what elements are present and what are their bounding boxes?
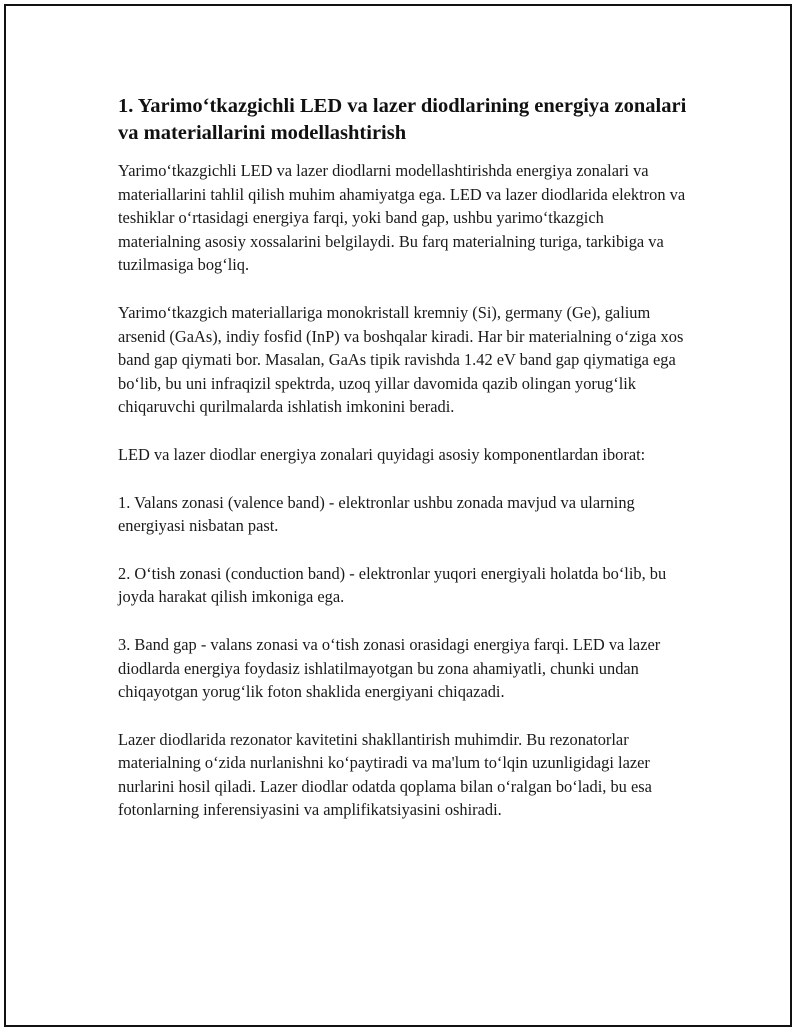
paragraph-components-intro: LED va lazer diodlar energiya zonalari quyidagi asosiy komponentlardan iborat: xyxy=(118,444,646,464)
paragraph-materials: Yarimo‘tkazgich materiallariga monokristall kremniy (Si), germany (Ge), galium arsenid (GaAs), indiy fosfid (InP) va boshqalar kiradi. Har bir materialning o‘ziga xos band gap qiymati bor. Masalan, GaAs tipik ravishda 1.42 eV band gap qiymatiga ega bo‘lib, bu uni infraqizil spektrda, uzoq yillar davomida qazib olingan yorug‘lik chiqaruvchi qurilmalarda ishlatish imkonini beradi. xyxy=(118,302,684,417)
document-body xyxy=(118,93,688,846)
section-title: 1. Yarimo‘tkazgichli LED va lazer diodlarining energiya zonalari va materiallarini modellashtirish xyxy=(118,95,687,144)
paragraph-laser-resonator: Lazer diodlarida rezonator kavitetini shakllantirish muhimdir. Bu rezonatorlar materialning o‘zida nurlanishni ko‘paytiradi va ma'lum to‘lqin uzunligidagi lazer nurlarini hosil qiladi. Lazer diodlar odatda qoplama bilan o‘ralgan bo‘ladi, bu esa fotonlarning inferensiyasini va amplifikatsiyasini oshiradi. xyxy=(118,729,652,820)
list-item-band-gap: 3. Band gap - valans zonasi va o‘tish zonasi orasidagi energiya farqi. LED va lazer diodlarda energiya foydasiz ishlatilmayotgan bu zona ahamiyatli, chunki undan chiqayotgan yorug‘lik foton shaklida energiyani chiqazadi. xyxy=(118,634,661,702)
list-item-conduction-band: 2. O‘tish zonasi (conduction band) - elektronlar yuqori energiyali holatda bo‘lib, bu joyda harakat qilish imkoniga ega. xyxy=(118,563,667,607)
paragraph-intro: Yarimo‘tkazgichli LED va lazer diodlarni modellashtirishda energiya zonalari va materiallarini tahlil qilish muhim ahamiyatga ega. LED va lazer diodlarida elektron va teshiklar o‘rtasidagi energiya farqi, yoki band gap, ushbu yarimo‘tkazgich materialning asosiy xossalarini belgilaydi. Bu farq materialning turiga, tarkibiga va tuzilmasiga bog‘liq. xyxy=(118,161,686,275)
list-item-valence-band: 1. Valans zonasi (valence band) - elektronlar ushbu zonada mavjud va ularning energiyasi nisbatan past. xyxy=(118,492,635,536)
